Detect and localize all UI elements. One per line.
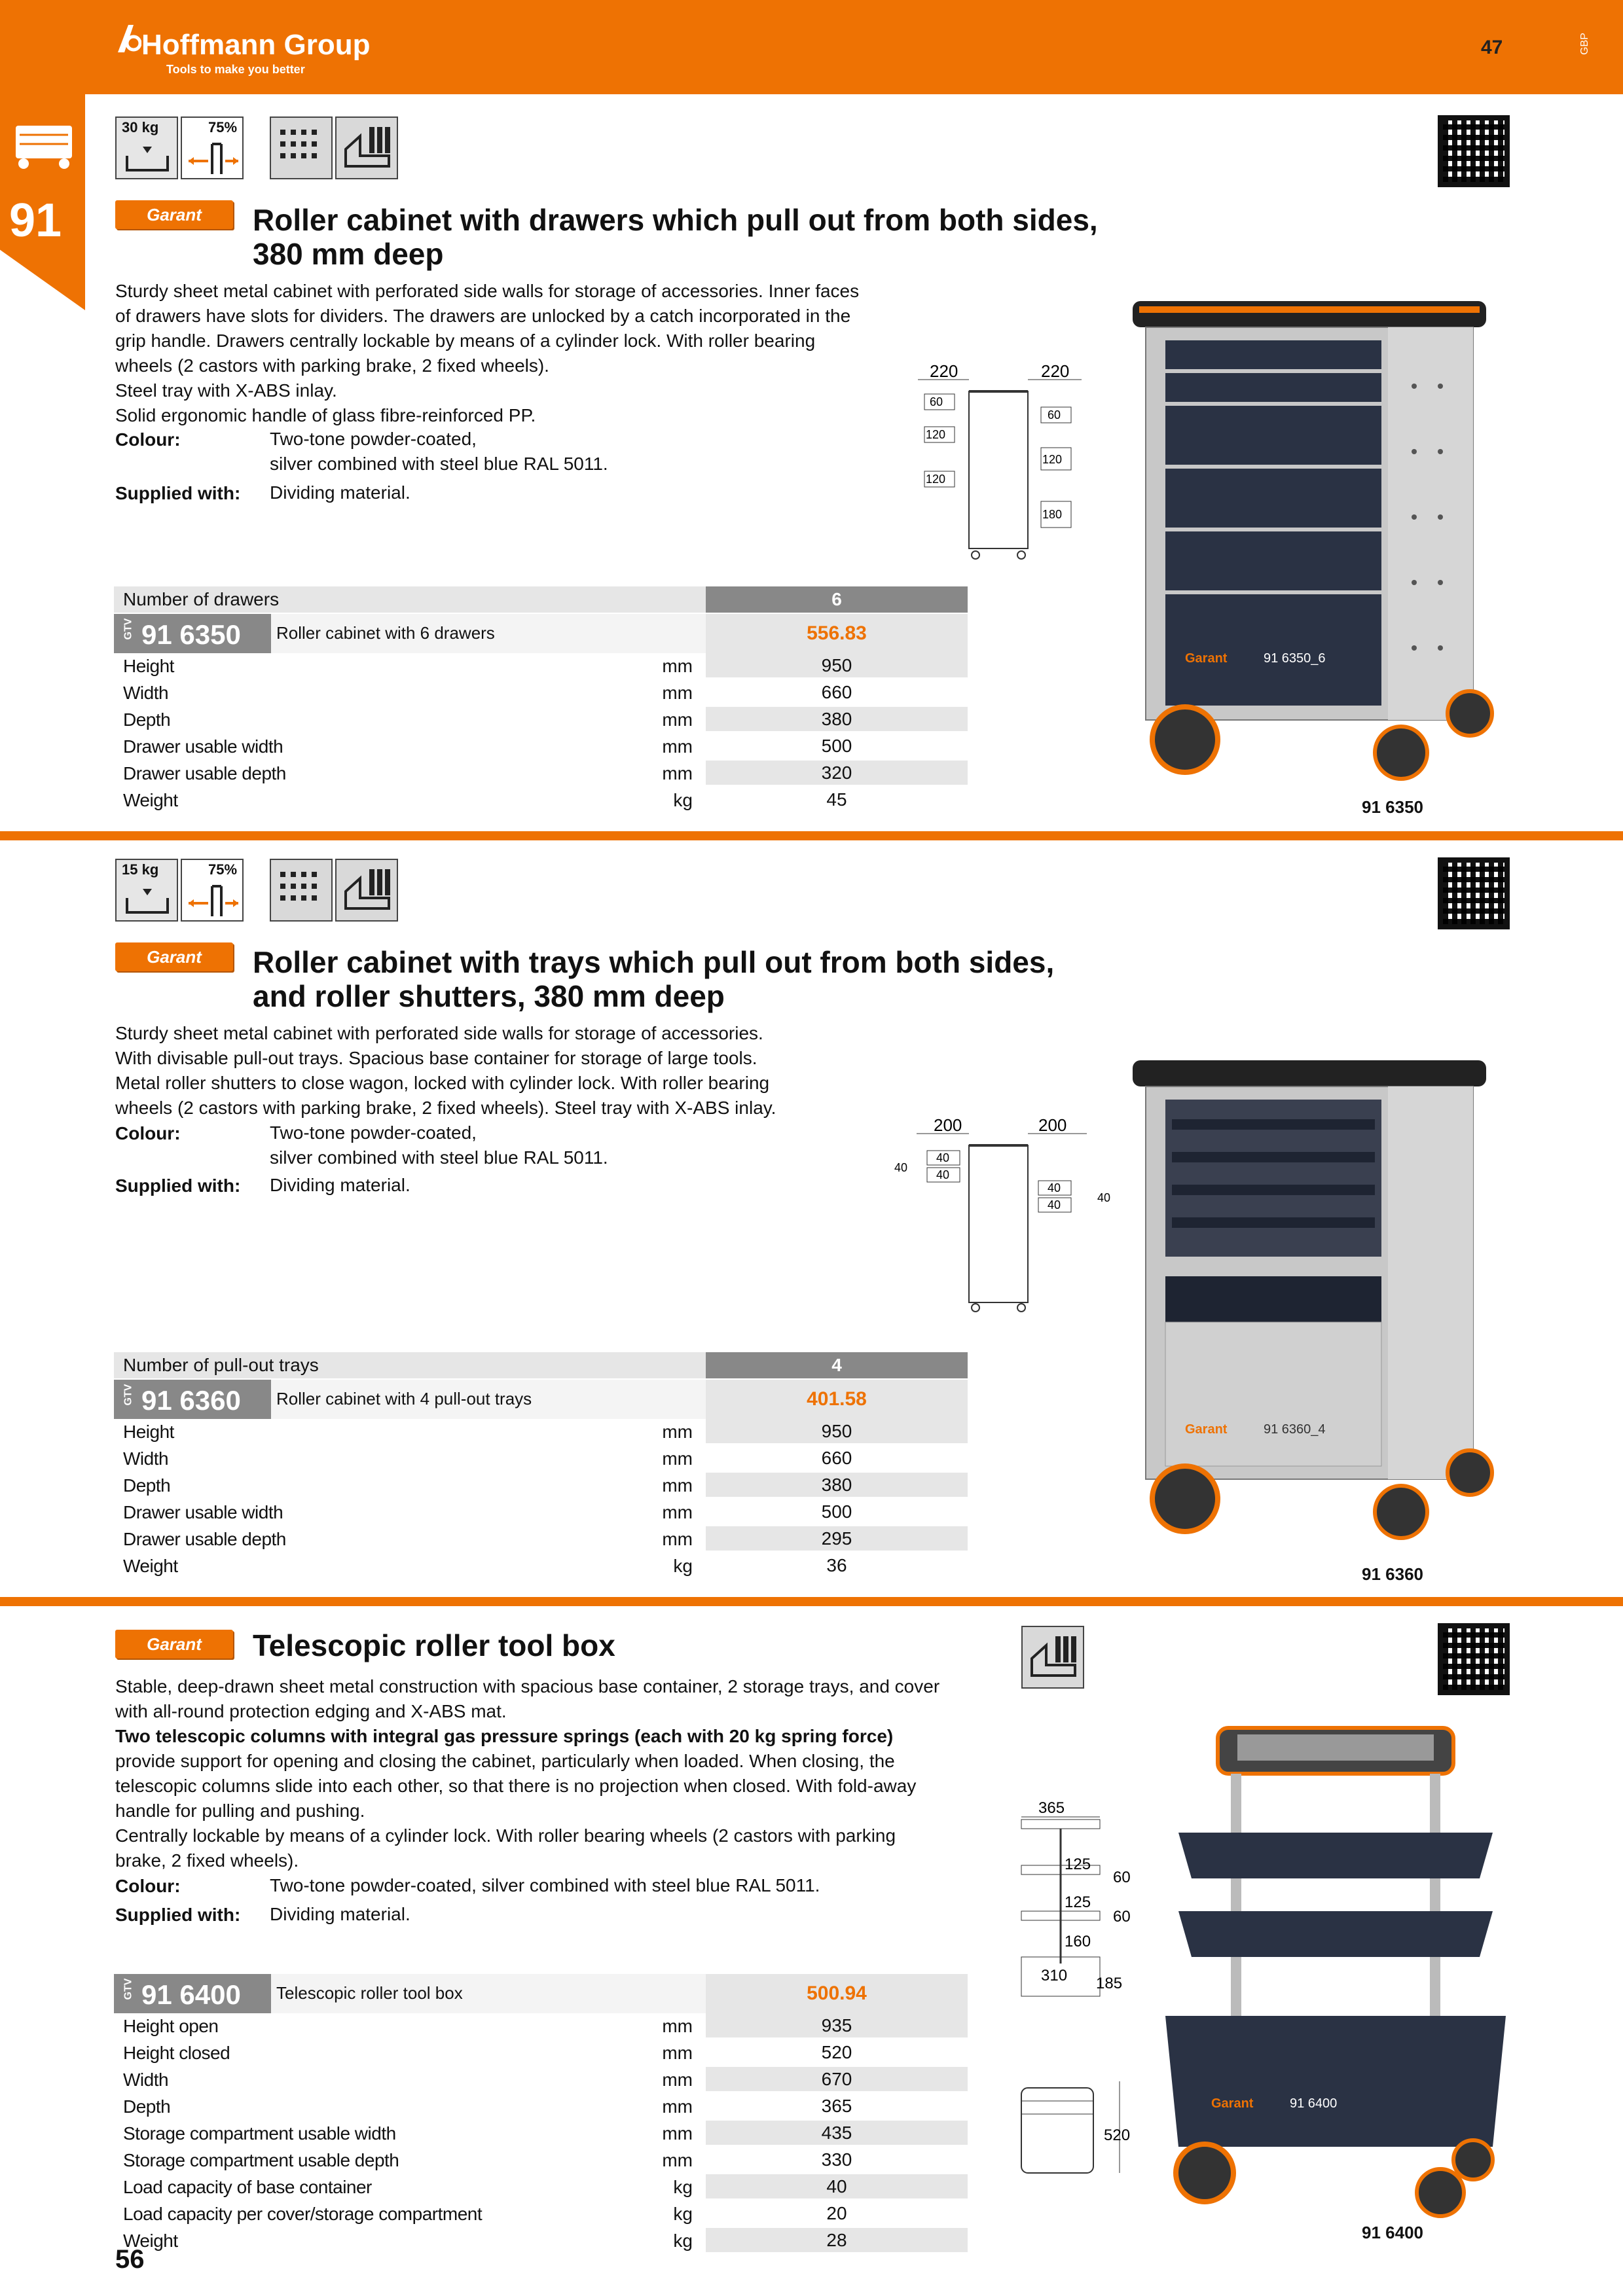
- article-price: 500.94: [706, 1974, 968, 2013]
- load-capacity-icon: 15 kg: [115, 859, 178, 922]
- colour-value-line2: silver combined with steel blue RAL 5011.: [270, 454, 608, 474]
- article-name: Roller cabinet with 4 pull-out trays: [276, 1389, 532, 1408]
- svg-text:Garant: Garant: [1211, 2096, 1254, 2111]
- article-row[interactable]: [114, 613, 968, 653]
- supplied-label: Supplied with:: [115, 483, 241, 503]
- table-header-row: [114, 1352, 968, 1378]
- article-number-cell[interactable]: GTV 91 6350: [114, 614, 271, 653]
- colour-value-line1: Two-tone powder-coated, silver combined with steel blue RAL 5011.: [270, 1875, 820, 1895]
- table-row: Height closed mm 520: [114, 2040, 968, 2067]
- colour-value-line1: Two-tone powder-coated,: [270, 429, 477, 449]
- table-header-label: Number of pull-out trays: [123, 1355, 319, 1375]
- table-row: Height mm 950: [114, 1419, 968, 1446]
- table-row: Width mm 670: [114, 2067, 968, 2094]
- colour-label: Colour:: [115, 1123, 181, 1143]
- perforated-wall-icon: [270, 859, 333, 922]
- product-title-line2: 380 mm deep: [253, 237, 444, 271]
- desc-line: Steel tray with X-ABS inlay.: [115, 380, 337, 401]
- supplied-value: Dividing material.: [270, 482, 410, 503]
- dim-label: 120: [926, 428, 946, 441]
- roller-cabinet-icon: [14, 124, 73, 170]
- dimension-drawing: [890, 1113, 1126, 1322]
- dim-label: 365: [1038, 1799, 1065, 1817]
- dim-label: 40: [936, 1151, 950, 1164]
- extension-icon: 75%: [181, 117, 244, 179]
- table-row: Weight kg 36: [114, 1553, 968, 1580]
- article-number-cell[interactable]: GTV 91 6400: [114, 1974, 271, 2013]
- table-row: Drawer usable depth mm 320: [114, 761, 968, 787]
- desc-line: with all-round protection edging and X-ABS mat.: [115, 1701, 507, 1721]
- desc-line: Solid ergonomic handle of glass fibre-reinforced PP.: [115, 405, 536, 425]
- qr-code-icon[interactable]: [1438, 857, 1510, 929]
- desc-line: wheels (2 castors with parking brake, 2 fixed wheels).: [115, 355, 549, 376]
- dimension-drawing: [917, 359, 1087, 575]
- table-row: Depth mm 365: [114, 2094, 968, 2121]
- product-title-line1: Telescopic roller tool box: [253, 1628, 615, 1662]
- dim-label: 200: [1038, 1115, 1067, 1135]
- dim-label: 180: [1042, 508, 1063, 521]
- svg-text:Garant: Garant: [1185, 1422, 1228, 1437]
- desc-line: of drawers have slots for dividers. The drawers are unlocked by a catch incorporated in the: [115, 306, 851, 326]
- table-row: Height mm 950: [114, 653, 968, 680]
- telescopic-roller-tool-box-image: [1165, 1715, 1506, 2232]
- supplied-value: Dividing material.: [270, 1904, 410, 1924]
- table-header-label: Number of drawers: [123, 589, 280, 609]
- product-title-line2: and roller shutters, 380 mm deep: [253, 979, 725, 1013]
- desc-line: wheels (2 castors with parking brake, 2 fixed wheels). Steel tray with X-ABS inlay.: [115, 1098, 776, 1118]
- table-header-value: 4: [706, 1352, 968, 1378]
- page-number: 56: [115, 2245, 145, 2274]
- desc-line: telescopic columns slide into each other, so that there is no projection when closed. With fold-away: [115, 1776, 917, 1796]
- section-divider: [0, 831, 1623, 840]
- desc-line: With divisable pull-out trays. Spacious base container for storage of large tools.: [115, 1048, 757, 1068]
- desc-line: Two telescopic columns with integral gas pressure springs (each with 20 kg spring force): [115, 1726, 894, 1746]
- tool-insert-icon: [335, 117, 398, 179]
- roller-cabinet-4-trays-image: [1113, 1047, 1506, 1558]
- product-description: [115, 1674, 939, 1873]
- article-number[interactable]: 91 6350: [141, 619, 241, 650]
- dim-label: 60: [1113, 1869, 1131, 1886]
- article-number[interactable]: 91 6360: [141, 1385, 241, 1416]
- table-row: Depth mm 380: [114, 707, 968, 734]
- dim-label: 125: [1065, 1856, 1091, 1873]
- product-description: [115, 1021, 776, 1121]
- tool-insert-icon: [1021, 1626, 1084, 1689]
- article-price: 556.83: [706, 614, 968, 653]
- spec-table-91-6360: [114, 1352, 968, 1580]
- article-number-cell[interactable]: GTV 91 6360: [114, 1380, 271, 1419]
- section-divider: [0, 1597, 1623, 1606]
- desc-line: Sturdy sheet metal cabinet with perforated side walls for storage of accessories. Inner faces: [115, 281, 860, 301]
- spec-table-91-6400: [114, 1973, 968, 2255]
- dim-label: 40: [1048, 1181, 1061, 1194]
- table-row: Drawer usable depth mm 295: [114, 1526, 968, 1553]
- article-number[interactable]: 91 6400: [141, 1979, 241, 2010]
- extension-icon: 75%: [181, 859, 244, 922]
- dim-label: 40: [1048, 1198, 1061, 1211]
- dim-label: 40: [894, 1161, 908, 1174]
- dim-label: 220: [1041, 361, 1070, 381]
- product-title-line1: Roller cabinet with drawers which pull out from both sides,: [253, 203, 1098, 237]
- desc-line: Centrally lockable by means of a cylinder lock. With roller bearing wheels (2 castors with parking: [115, 1825, 896, 1846]
- dim-label: 220: [930, 361, 958, 381]
- spec-table-91-6350: [114, 586, 968, 814]
- supplied-label: Supplied with:: [115, 1175, 241, 1196]
- desc-line: Stable, deep-drawn sheet metal construction with spacious base container, 2 storage trays, and cover: [115, 1676, 940, 1696]
- toolbox-label: 91 6400: [1290, 2096, 1338, 2111]
- page-number-top: 47: [1481, 37, 1503, 58]
- perforated-wall-icon: [270, 117, 333, 179]
- dim-label: 160: [1065, 1933, 1091, 1950]
- tool-insert-icon: [335, 859, 398, 922]
- roller-cabinet-6-drawers-image: [1113, 288, 1506, 798]
- garant-brand-badge: Garant: [115, 1630, 233, 1659]
- table-header-row: [114, 586, 968, 613]
- article-row[interactable]: [114, 1973, 968, 2013]
- dim-label: 520: [1104, 2126, 1131, 2144]
- dim-label: 125: [1065, 1893, 1091, 1911]
- table-row: Drawer usable width mm 500: [114, 1499, 968, 1526]
- article-row[interactable]: [114, 1378, 968, 1419]
- colour-label: Colour:: [115, 1876, 181, 1896]
- colour-value-line1: Two-tone powder-coated,: [270, 1122, 477, 1143]
- qr-code-icon[interactable]: [1438, 115, 1510, 187]
- dim-label: 120: [926, 473, 946, 486]
- desc-line: Metal roller shutters to close wagon, locked with cylinder lock. With roller bearing: [115, 1073, 770, 1093]
- load-capacity-icon: 30 kg: [115, 117, 178, 179]
- dim-label: 60: [930, 395, 943, 408]
- table-row: Drawer usable width mm 500: [114, 734, 968, 761]
- hoffmann-logo-icon: [115, 22, 141, 55]
- table-row: Height open mm 935: [114, 2013, 968, 2040]
- product-title-line1: Roller cabinet with trays which pull out from both sides,: [253, 945, 1055, 979]
- language-tag: GBP: [1578, 33, 1590, 55]
- desc-line: Sturdy sheet metal cabinet with perforated side walls for storage of accessories.: [115, 1023, 763, 1043]
- image-caption: 91 6350: [1362, 797, 1423, 817]
- garant-brand-badge: Garant: [115, 942, 233, 971]
- table-row: Storage compartment usable depth mm 330: [114, 2147, 968, 2174]
- image-caption: 91 6360: [1362, 1564, 1423, 1584]
- colour-value-line2: silver combined with steel blue RAL 5011.: [270, 1147, 608, 1168]
- desc-line: handle for pulling and pushing.: [115, 1801, 365, 1821]
- image-caption: 91 6400: [1362, 2223, 1423, 2242]
- dimension-drawing: [1008, 1793, 1165, 2212]
- desc-line: grip handle. Drawers centrally lockable by means of a cylinder lock. With roller bearing: [115, 331, 816, 351]
- table-row: Depth mm 380: [114, 1473, 968, 1499]
- garant-brand-badge: Garant: [115, 200, 233, 229]
- brand-tagline: Tools to make you better: [166, 63, 305, 76]
- supplied-label: Supplied with:: [115, 1905, 241, 1925]
- dim-label: 40: [1097, 1191, 1111, 1204]
- chapter-number: 91: [9, 194, 62, 247]
- brand-name: Hoffmann Group: [141, 29, 371, 61]
- qr-code-icon[interactable]: [1438, 1623, 1510, 1695]
- article-name: Telescopic roller tool box: [276, 1983, 463, 2003]
- dim-label: 120: [1042, 453, 1063, 466]
- table-row: Load capacity per cover/storage compartment kg 20: [114, 2201, 968, 2228]
- dim-label: 200: [934, 1115, 962, 1135]
- cabinet-label: 91 6350_6: [1264, 651, 1326, 666]
- table-row: Width mm 660: [114, 1446, 968, 1473]
- colour-label: Colour:: [115, 429, 181, 450]
- desc-line: provide support for opening and closing the cabinet, particularly when loaded. When closing, the: [115, 1751, 895, 1771]
- article-price: 401.58: [706, 1380, 968, 1419]
- desc-line: brake, 2 fixed wheels).: [115, 1850, 299, 1871]
- table-row: Width mm 660: [114, 680, 968, 707]
- dim-label: 310: [1041, 1967, 1068, 1984]
- dim-label: 40: [936, 1168, 950, 1181]
- table-row: Weight kg 28: [114, 2228, 968, 2255]
- table-row: Storage compartment usable width mm 435: [114, 2121, 968, 2147]
- table-row: Load capacity of base container kg 40: [114, 2174, 968, 2201]
- dim-label: 60: [1048, 408, 1061, 422]
- dim-label: 185: [1096, 1975, 1123, 1992]
- dim-label: 60: [1113, 1908, 1131, 1926]
- table-row: Weight kg 45: [114, 787, 968, 814]
- article-name: Roller cabinet with 6 drawers: [276, 623, 495, 643]
- svg-text:Garant: Garant: [1185, 651, 1228, 666]
- cabinet-label: 91 6360_4: [1264, 1422, 1326, 1437]
- product-description: [115, 279, 859, 428]
- table-header-value: 6: [706, 586, 968, 613]
- supplied-value: Dividing material.: [270, 1175, 410, 1195]
